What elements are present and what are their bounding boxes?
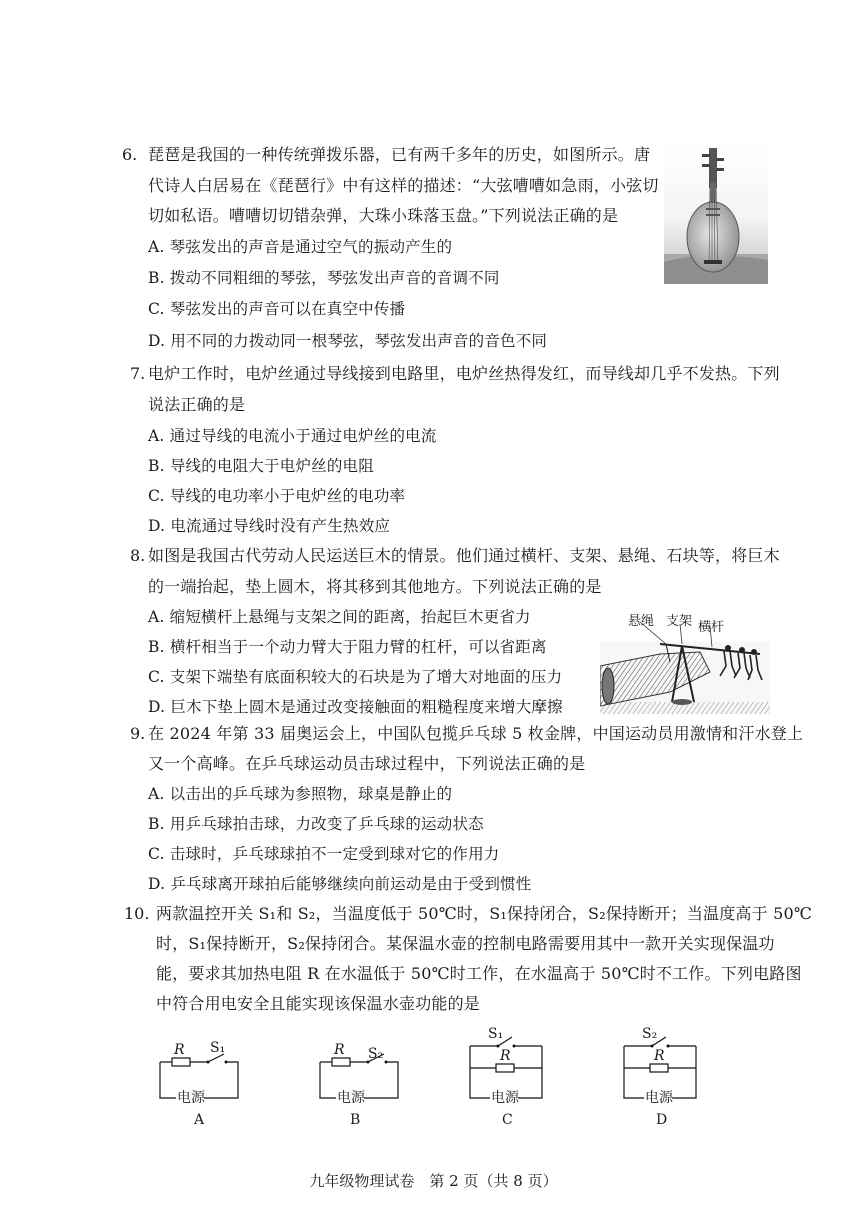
question-text-line: 代诗人白居易在《琵琶行》中有这样的描述：“大弦嘈嘈如急雨，小弦切 <box>148 176 659 195</box>
switch-label: S₂ <box>642 1026 658 1042</box>
switch-label: S₁ <box>488 1026 504 1042</box>
option-letter: B <box>350 1112 361 1128</box>
option-c: C. 击球时，乒乓球球拍不一定受到球对它的作用力 <box>148 845 500 863</box>
option-letter: C <box>502 1112 513 1128</box>
resistor-label: R <box>500 1048 511 1064</box>
question-number: 6. <box>122 145 138 164</box>
question-text-line: 两款温控开关 S₁和 S₂，当温度低于 50℃时，S₁保持闭合，S₂保持断开；当温度高于 50℃ <box>156 904 812 923</box>
option-b: B. 用乒乓球拍击球，力改变了乒乓球的运动状态 <box>148 815 484 833</box>
power-source-label: 电源 <box>645 1090 673 1106</box>
circuit-a <box>150 1040 250 1132</box>
power-source-label: 电源 <box>337 1090 365 1106</box>
option-a: A. 通过导线的电流小于通过电炉丝的电流 <box>148 427 437 445</box>
resistor-label: R <box>654 1048 665 1064</box>
resistor-label: R <box>174 1042 185 1058</box>
option-b: B. 导线的电阻大于电炉丝的电阻 <box>148 457 374 475</box>
option-d: D. 乒乓球离开球拍后能够继续向前运动是由于受到惯性 <box>148 875 532 893</box>
option-d: D. 巨木下垫上圆木是通过改变接触面的粗糙程度来增大摩擦 <box>148 698 563 716</box>
question-text-line: 琵琶是我国的一种传统弹拨乐器，已有两千多年的历史，如图所示。唐 <box>148 145 651 164</box>
question-text-line: 电炉工作时，电炉丝通过导线接到电路里，电炉丝热得发红，而导线却几乎不发热。下列 <box>148 364 780 383</box>
circuit-c <box>462 1024 562 1132</box>
question-number: 10. <box>124 904 150 923</box>
option-d: D. 电流通过导线时没有产生热效应 <box>148 517 391 535</box>
option-letter: A <box>194 1112 205 1128</box>
switch-label: S₂ <box>368 1046 384 1062</box>
question-text-line: 在 2024 年第 33 届奥运会上，中国队包揽乒乓球 5 枚金牌，中国运动员用激情和汗水登上 <box>148 724 804 743</box>
pipa-photo <box>664 142 768 284</box>
question-text-line: 又一个高峰。在乒乓球运动员击球过程中，下列说法正确的是 <box>148 754 586 773</box>
label-rope: 悬绳 <box>628 614 655 629</box>
question-text-line: 能，要求其加热电阻 R 在水温低于 50℃时工作，在水温高于 50℃时不工作。下列电路图 <box>156 964 802 983</box>
page-footer: 九年级物理试卷 第 2 页（共 8 页） <box>309 1172 558 1190</box>
label-bar: 横杆 <box>698 620 725 635</box>
circuit-b <box>310 1040 410 1132</box>
question-text-line: 切如私语。嘈嘈切切错杂弹，大珠小珠落玉盘。”下列说法正确的是 <box>148 206 619 225</box>
option-letter: D <box>656 1112 668 1128</box>
option-a: A. 缩短横杆上悬绳与支架之间的距离，抬起巨木更省力 <box>148 608 531 626</box>
option-b: B. 横杆相当于一个动力臂大于阻力臂的杠杆，可以省距离 <box>148 638 547 656</box>
question-text-line: 如图是我国古代劳动人民运送巨木的情景。他们通过横杆、支架、悬绳、石块等，将巨木 <box>148 546 780 565</box>
question-text-line: 时，S₁保持断开，S₂保持闭合。某保温水壶的控制电路需要用其中一款开关实现保温功 <box>156 934 775 953</box>
question-number: 9. <box>130 724 146 743</box>
switch-label: S₁ <box>210 1040 226 1056</box>
question-number: 7. <box>130 364 146 383</box>
resistor-label: R <box>334 1042 345 1058</box>
question-text-line: 中符合用电安全且能实现该保温水壶功能的是 <box>156 994 481 1013</box>
option-c: C. 导线的电功率小于电炉丝的电功率 <box>148 487 406 505</box>
question-text-line: 的一端抬起，垫上圆木，将其移到其他地方。下列说法正确的是 <box>148 577 602 596</box>
option-d: D. 用不同的力拨动同一根琴弦，琴弦发出声音的音色不同 <box>148 332 548 350</box>
option-b: B. 拨动不同粗细的琴弦，琴弦发出声音的音调不同 <box>148 269 500 287</box>
power-source-label: 电源 <box>491 1090 519 1106</box>
label-support: 支架 <box>666 614 693 629</box>
question-number: 8. <box>130 546 146 565</box>
circuit-d <box>616 1024 716 1132</box>
option-a: A. 以击出的乒乓球为参照物，球桌是静止的 <box>148 785 453 803</box>
power-source-label: 电源 <box>177 1090 205 1106</box>
question-text-line: 说法正确的是 <box>148 395 246 414</box>
option-c: C. 琴弦发出的声音可以在真空中传播 <box>148 300 406 318</box>
option-c: C. 支架下端垫有底面积较大的石块是为了增大对地面的压力 <box>148 668 563 686</box>
option-a: A. 琴弦发出的声音是通过空气的振动产生的 <box>148 238 453 256</box>
log-lifting-figure <box>600 614 770 714</box>
